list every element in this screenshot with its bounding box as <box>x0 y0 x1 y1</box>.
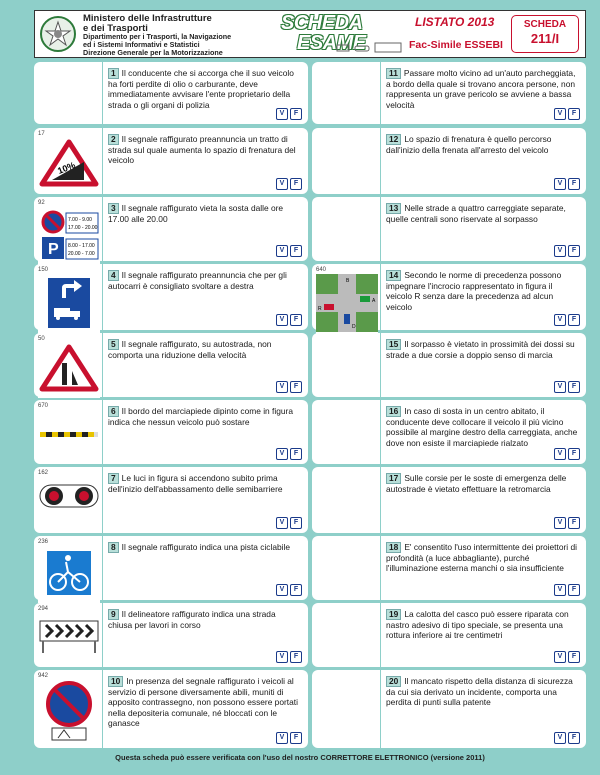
falso-box[interactable]: F <box>290 381 302 393</box>
question-card <box>312 264 586 330</box>
falso-box[interactable]: F <box>568 381 580 393</box>
question-number: 13 <box>386 203 401 214</box>
question-image <box>38 613 100 662</box>
falso-box[interactable]: F <box>568 651 580 663</box>
svg-text:A: A <box>372 298 376 304</box>
answer-boxes <box>552 645 580 663</box>
image-number: 92 <box>38 200 45 206</box>
question-text: Il conducente che si accorga che il suo veicolo ha forti perdite di olio o carburante, deve immediatamente avvisare l'ente proprietario della strada o gli organi di polizia <box>108 68 294 110</box>
falso-box[interactable]: F <box>290 245 302 257</box>
question-card <box>312 333 586 397</box>
question-text-block <box>108 68 302 110</box>
question-number: 11 <box>386 68 401 79</box>
question-number: 16 <box>386 406 401 417</box>
vero-box[interactable]: V <box>276 245 288 257</box>
question-number: 2 <box>108 134 119 145</box>
vero-box[interactable]: V <box>554 245 566 257</box>
question-card <box>34 62 308 124</box>
question-text: Il segnale raffigurato, su autostrada, non comporta una riduzione della velocità <box>108 339 272 360</box>
question-text-block <box>108 339 302 360</box>
answer-boxes <box>552 239 580 257</box>
question-text: Il bordo del marciapiede dipinto come in figura indica che nessun veicolo può sostare <box>108 406 293 427</box>
falso-box[interactable]: F <box>568 178 580 190</box>
vero-box[interactable]: V <box>554 108 566 120</box>
question-text: Passare molto vicino ad un'auto parcheggiata, a bordo della quale si trovano ancora persone, non rappresenta un grave pericolo se avviene a bassa velocità <box>386 68 576 110</box>
question-number: 8 <box>108 542 119 553</box>
falso-box[interactable]: F <box>568 314 580 326</box>
question-image <box>38 546 100 603</box>
question-text-block <box>108 609 302 630</box>
svg-text:D: D <box>352 324 356 330</box>
question-card <box>312 62 586 124</box>
question-number: 17 <box>386 473 401 484</box>
question-number: 10 <box>108 676 123 687</box>
answer-boxes <box>274 511 302 529</box>
answer-boxes <box>552 442 580 460</box>
question-image <box>38 410 100 455</box>
question-text: Sulle corsie per le soste di emergenza delle autostrade è vietato effettuare la retromarcia <box>386 473 567 494</box>
question-number: 20 <box>386 676 401 687</box>
question-card <box>34 400 308 464</box>
falso-box[interactable]: F <box>290 732 302 744</box>
question-text-block <box>108 134 302 166</box>
vero-box[interactable]: V <box>554 517 566 529</box>
question-text: Il segnale raffigurato vieta la sosta dalle ore 17.00 alle 20.00 <box>108 203 284 224</box>
vero-box[interactable]: V <box>276 584 288 596</box>
vero-box[interactable]: V <box>276 108 288 120</box>
question-card <box>312 536 586 600</box>
ministry-line4: ed i Sistemi Informativi e Statistici <box>83 40 200 50</box>
facsimile-label: Fac-Simile ESSEBI <box>409 39 503 51</box>
question-text-block <box>108 676 302 729</box>
question-text: Lo spazio di frenatura è quello percorso dall'inizio della frenata all'arresto del veicolo <box>386 134 552 155</box>
vero-box[interactable]: V <box>554 178 566 190</box>
question-text-block <box>386 542 580 574</box>
sign-slope-text: 10% <box>56 159 77 176</box>
ministry-line2: e dei Trasporti <box>83 22 148 34</box>
esame-word: ESAME <box>297 32 366 54</box>
question-number: 5 <box>108 339 119 350</box>
question-number: 19 <box>386 609 401 620</box>
vehicles-icon <box>335 41 405 55</box>
question-number: 9 <box>108 609 119 620</box>
answer-boxes <box>274 308 302 326</box>
question-text: Il delineatore raffigurato indica una strada chiusa per lavori in corso <box>108 609 276 630</box>
falso-box[interactable]: F <box>568 517 580 529</box>
image-number: 162 <box>38 470 49 476</box>
svg-text:17.00 - 20.00: 17.00 - 20.00 <box>68 225 98 231</box>
question-card <box>312 603 586 667</box>
question-image <box>316 274 378 337</box>
question-text-block <box>386 676 580 708</box>
answer-boxes <box>274 442 302 460</box>
question-card <box>34 670 308 748</box>
question-text-block <box>108 406 302 427</box>
question-number: 14 <box>386 270 401 281</box>
answer-boxes <box>274 578 302 596</box>
question-text: La calotta del casco può essere riparata con nastro adesivo di tipo speciale, se presenta una rottura inferiore ai tre centimetri <box>386 609 569 641</box>
answer-boxes <box>274 239 302 257</box>
falso-box[interactable]: F <box>568 732 580 744</box>
question-card <box>312 128 586 194</box>
question-text-block <box>386 406 580 448</box>
falso-box[interactable]: F <box>568 108 580 120</box>
falso-box[interactable]: F <box>290 651 302 663</box>
scheda-number-box <box>511 15 579 53</box>
question-text: In presenza del segnale raffigurato i veicoli al servizio di persone diversamente abili, muniti di apposito contrassegno, non possono essere portati nella depositeria comunale, né bloccati con le ganasce <box>108 676 298 729</box>
page-header <box>34 10 586 58</box>
question-text: Secondo le norme di precedenza possono impegnare l'incrocio rappresentato in figura il veicolo R senza dare la precedenza ad alcun veicolo <box>386 270 562 312</box>
falso-box[interactable]: F <box>290 584 302 596</box>
question-text-block <box>108 270 302 291</box>
answer-boxes <box>552 102 580 120</box>
question-text: E' consentito l'uso intermittente dei proiettori di profondità (a luce abbagliante), purché l'illuminazione esterna manchi o sia insufficiente <box>386 542 577 574</box>
svg-text:B: B <box>346 278 350 284</box>
question-text: Nelle strade a quattro carreggiate separate, quelle centrali sono riservate al sorpasso <box>386 203 566 224</box>
question-number: 12 <box>386 134 401 145</box>
question-card <box>34 603 308 667</box>
question-text: Le luci in figura si accendono subito prima dell'inizio dell'abbassamento delle semibarriere <box>108 473 283 494</box>
question-card <box>312 467 586 533</box>
question-card <box>312 197 586 261</box>
falso-box[interactable]: F <box>568 584 580 596</box>
image-number: 17 <box>38 131 45 137</box>
svg-text:P: P <box>48 241 59 258</box>
falso-box[interactable]: F <box>290 314 302 326</box>
question-text-block <box>386 473 580 494</box>
image-number: 942 <box>38 673 49 679</box>
image-number: 640 <box>316 267 327 273</box>
question-card <box>34 467 308 533</box>
vero-box[interactable]: V <box>276 178 288 190</box>
vero-box[interactable]: V <box>554 448 566 460</box>
question-card <box>34 333 308 397</box>
answer-boxes <box>274 645 302 663</box>
answer-boxes <box>552 578 580 596</box>
image-number: 294 <box>38 606 49 612</box>
ministry-line1: Ministero delle Infrastrutture <box>83 13 212 24</box>
answer-boxes <box>552 308 580 326</box>
svg-text:8.00 - 17.00: 8.00 - 17.00 <box>68 243 95 249</box>
answer-boxes <box>552 172 580 190</box>
question-text-block <box>386 134 580 155</box>
svg-text:R: R <box>318 306 322 312</box>
question-text-block <box>386 68 580 110</box>
question-text: Il sorpasso è vietato in prossimità dei dossi su strade a due corsie a doppio senso di marcia <box>386 339 575 360</box>
vero-box[interactable]: V <box>276 651 288 663</box>
question-text: Il segnale raffigurato indica una pista ciclabile <box>121 542 291 552</box>
question-number: 18 <box>386 542 401 553</box>
vero-box[interactable]: V <box>276 732 288 744</box>
question-card <box>312 670 586 748</box>
question-card <box>34 264 308 330</box>
svg-text:7.00 - 9.00: 7.00 - 9.00 <box>68 217 92 223</box>
vero-box[interactable]: V <box>554 314 566 326</box>
vero-box[interactable]: V <box>554 584 566 596</box>
italian-emblem-icon <box>39 15 77 53</box>
image-number: 150 <box>38 267 49 273</box>
scheda-number: 211/I <box>530 31 560 46</box>
vero-box[interactable]: V <box>554 651 566 663</box>
vero-box[interactable]: V <box>276 381 288 393</box>
vero-box[interactable]: V <box>554 732 566 744</box>
falso-box[interactable]: F <box>290 178 302 190</box>
vero-box[interactable]: V <box>554 381 566 393</box>
question-text: Il segnale raffigurato preannuncia un tratto di strada sul quale aumenta lo spazio di frenatura del veicolo <box>108 134 296 166</box>
vero-box[interactable]: V <box>276 517 288 529</box>
answer-boxes <box>552 726 580 744</box>
question-text-block <box>108 203 302 224</box>
image-number: 236 <box>38 539 49 545</box>
answer-boxes <box>274 375 302 393</box>
question-card <box>34 536 308 600</box>
question-image <box>38 207 100 270</box>
falso-box[interactable]: F <box>290 108 302 120</box>
question-text-block <box>108 473 302 494</box>
svg-text:20.00 - 7.00: 20.00 - 7.00 <box>68 251 95 257</box>
question-number: 4 <box>108 270 119 281</box>
scheda-label: SCHEDA <box>523 19 567 30</box>
question-number: 3 <box>108 203 119 214</box>
falso-box[interactable]: F <box>290 517 302 529</box>
question-image <box>38 477 100 522</box>
question-number: 1 <box>108 68 119 79</box>
question-text: Il mancato rispetto della distanza di sicurezza da cui sia derivato un incidente, comporta una perdita di punti sulla patente <box>386 676 573 708</box>
falso-box[interactable]: F <box>568 448 580 460</box>
question-text-block <box>386 609 580 641</box>
falso-box[interactable]: F <box>568 245 580 257</box>
question-card <box>312 400 586 464</box>
footer-note: Questa scheda può essere verificata con l'uso del nostro CORRETTORE ELETTRONICO (versione 2011) <box>115 753 485 762</box>
question-card <box>34 128 308 194</box>
ministry-line5: Direzione Generale per la Motorizzazione <box>83 48 223 58</box>
listato-label: LISTATO 2013 <box>415 15 495 29</box>
question-number: 7 <box>108 473 119 484</box>
question-image <box>38 343 100 398</box>
answer-boxes <box>274 172 302 190</box>
question-image <box>38 680 100 747</box>
question-image <box>38 274 100 337</box>
question-card <box>34 197 308 261</box>
question-number: 6 <box>108 406 119 417</box>
falso-box[interactable]: F <box>290 448 302 460</box>
question-text-block <box>386 339 580 360</box>
question-text: Il segnale raffigurato preannuncia che per gli autocarri è consigliato svoltare a destra <box>108 270 287 291</box>
scheda-word: SCHEDA <box>281 12 363 34</box>
question-number: 15 <box>386 339 401 350</box>
ministry-block <box>83 14 273 57</box>
answer-boxes <box>552 375 580 393</box>
vero-box[interactable]: V <box>276 314 288 326</box>
question-text-block <box>386 203 580 224</box>
answer-boxes <box>552 511 580 529</box>
image-number: 50 <box>38 336 45 342</box>
question-image <box>38 138 100 193</box>
question-text-block <box>386 270 580 312</box>
answer-boxes <box>274 726 302 744</box>
ministry-line3: Dipartimento per i Trasporti, la Navigazione <box>83 32 232 41</box>
vero-box[interactable]: V <box>276 448 288 460</box>
image-number: 670 <box>38 403 49 409</box>
question-text-block <box>108 542 302 553</box>
question-text: In caso di sosta in un centro abitato, il conducente deve collocare il veicolo il più vicino possibile al margine destro della carreggiata, anche dove non esiste il marciapiede rialzato <box>386 406 578 448</box>
answer-boxes <box>274 102 302 120</box>
